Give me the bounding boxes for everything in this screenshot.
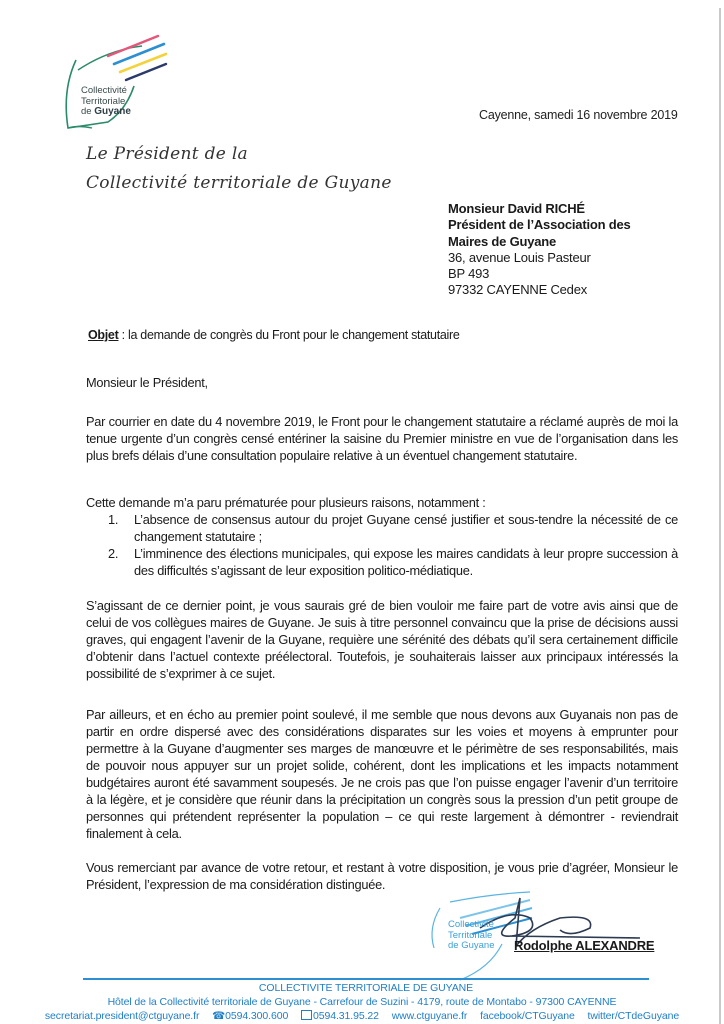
paragraph-1 (86, 413, 678, 464)
reason-item (86, 511, 678, 545)
letter-date: Cayenne, samedi 16 novembre 2019 (479, 108, 678, 122)
stamp-line-2: Territoriale (448, 929, 493, 941)
ctg-logo (48, 30, 168, 130)
salutation-text: Monsieur le Président, (86, 375, 208, 390)
subject-text: la demande de congrès du Front pour le changement statutaire (127, 328, 460, 342)
footer-contacts (0, 1010, 724, 1022)
stamp-line-1: Collectivité (448, 919, 494, 930)
paragraph-3 (86, 597, 678, 682)
reason-text: L’absence de consensus autour du projet Guyane censé justifier et sous-tendre la nécessité de ce changement statutaire ; (134, 512, 678, 544)
reason-number: 1. (108, 512, 119, 527)
salutation (86, 374, 678, 391)
reason-item (86, 545, 678, 579)
subject-separator: : (118, 328, 128, 342)
footer-fax-number: 0594.31.95.22 (313, 1010, 379, 1022)
recipient-name: Monsieur David RICHÉ (448, 201, 585, 216)
logo-line-2: Territoriale (81, 95, 126, 107)
recipient-title-line-1: Président de l’Association des (448, 217, 631, 233)
paragraph-4-text: Par ailleurs, et en écho au premier point soulevé, il me semble que nous devons aux Guyanais non pas de partir en ordre dispersé avec des considérations disparates sur les voies et moyens à emprunter pour permettre à la Guyane d’augmenter ses marges de manœuvre et le périmètre de ses responsabilités, mais de pouvoir nous appuyer sur un projet solide, cohérent, dont les implications et les impacts notamment budgétaires auront été savamment soupesés. Je ne crois pas que l’on puisse engager l’avenir d’un territoire à la légère, et je considère que réunir dans la précipitation un congrès sous la pression d’un petit groupe de personnes qui prétendent représenter la population – ce qui reste largement à démontrer - reviendrait finalement à cela. (86, 707, 678, 841)
footer-phone (212, 1010, 288, 1022)
footer-divider (83, 978, 649, 980)
recipient-address (448, 201, 631, 299)
reason-text: L’imminence des élections municipales, qui expose les maires candidats à leur propre succession à des difficultés s’agissant de leur exposition politico-médiatique. (134, 546, 678, 578)
recipient-bp: BP 493 (448, 266, 490, 282)
president-script-line-2: Collectivité territoriale de Guyane (86, 173, 392, 193)
footer-phone-number: 0594.300.600 (225, 1010, 289, 1022)
footer-fax (301, 1010, 379, 1022)
recipient-title-line-2: Maires de Guyane (448, 233, 557, 249)
paragraph-2-intro: Cette demande m’a paru prématurée pour plusieurs raisons, notamment : (86, 495, 486, 510)
stamp-text (448, 920, 494, 952)
footer-twitter[interactable]: twitter/CTdeGuyane (587, 1010, 680, 1022)
president-script-line-1: Le Président de la (86, 144, 248, 164)
closing-paragraph-text: Vous remerciant par avance de votre retour, et restant à votre disposition, je vous prie d’agréer, Monsieur le Président, l’expression de ma considération distinguée. (86, 860, 678, 892)
footer-facebook[interactable]: facebook/CTGuyane (480, 1010, 575, 1022)
footer-email[interactable]: secretariat.president@ctguyane.fr (44, 1010, 200, 1022)
logo-line-3-bold: Guyane (94, 106, 131, 117)
paragraph-2 (86, 494, 678, 579)
subject-label: Objet (88, 328, 119, 342)
recipient-street: 36, avenue Louis Pasteur (448, 249, 591, 265)
page-edge-line (719, 8, 721, 1024)
logo-line-3-prefix: de (81, 106, 95, 117)
phone-icon: ☎ (212, 1010, 226, 1022)
logo-line-3 (81, 107, 131, 118)
paragraph-3-text: S’agissant de ce dernier point, je vous saurais gré de bien vouloir me faire part de votre avis ainsi que de celui de vos collègues maires de Guyane. Je suis à titre personnel convaincu que la prise de décisions aussi graves, qui engagent l’avenir de la Guyane, requière une sérénité des débats qu’il sera certainement difficile d’obtenir dans l’actuel contexte préélectoral. Toutefois, je souhaiterais laisser aux principaux intéressés la possibilité de s’exprimer à ce sujet. (86, 598, 678, 681)
paragraph-4 (86, 706, 678, 842)
reason-number: 2. (108, 546, 119, 561)
footer-website[interactable]: www.ctguyane.fr (391, 1010, 468, 1022)
footer-org: COLLECTIVITE TERRITORIALE DE GUYANE (258, 982, 474, 994)
fax-icon (301, 1010, 312, 1020)
stamp-line-3: de Guyane (448, 940, 495, 951)
recipient-city: 97332 CAYENNE Cedex (448, 282, 588, 298)
logo-line-1: Collectivité (81, 85, 127, 96)
reasons-list (86, 511, 678, 579)
footer-address: Hôtel de la Collectivité territoriale de Guyane - Carrefour de Suzini - 4179, route de Montabo - 97300 CAYENNE (107, 996, 617, 1008)
subject-line (88, 328, 460, 342)
signer-name: Rodolphe ALEXANDRE (514, 938, 655, 953)
logo-text (81, 86, 131, 118)
paragraph-1-text: Par courrier en date du 4 novembre 2019, le Front pour le changement statutaire a réclamé auprès de moi la tenue urgente d’un congrès censé entériner la saisine du Premier ministre en vue de l’organisation dans les plus brefs délais d’une consultation populaire relative à un éventuel changement statutaire. (86, 414, 678, 463)
signature-stamp (420, 888, 660, 978)
